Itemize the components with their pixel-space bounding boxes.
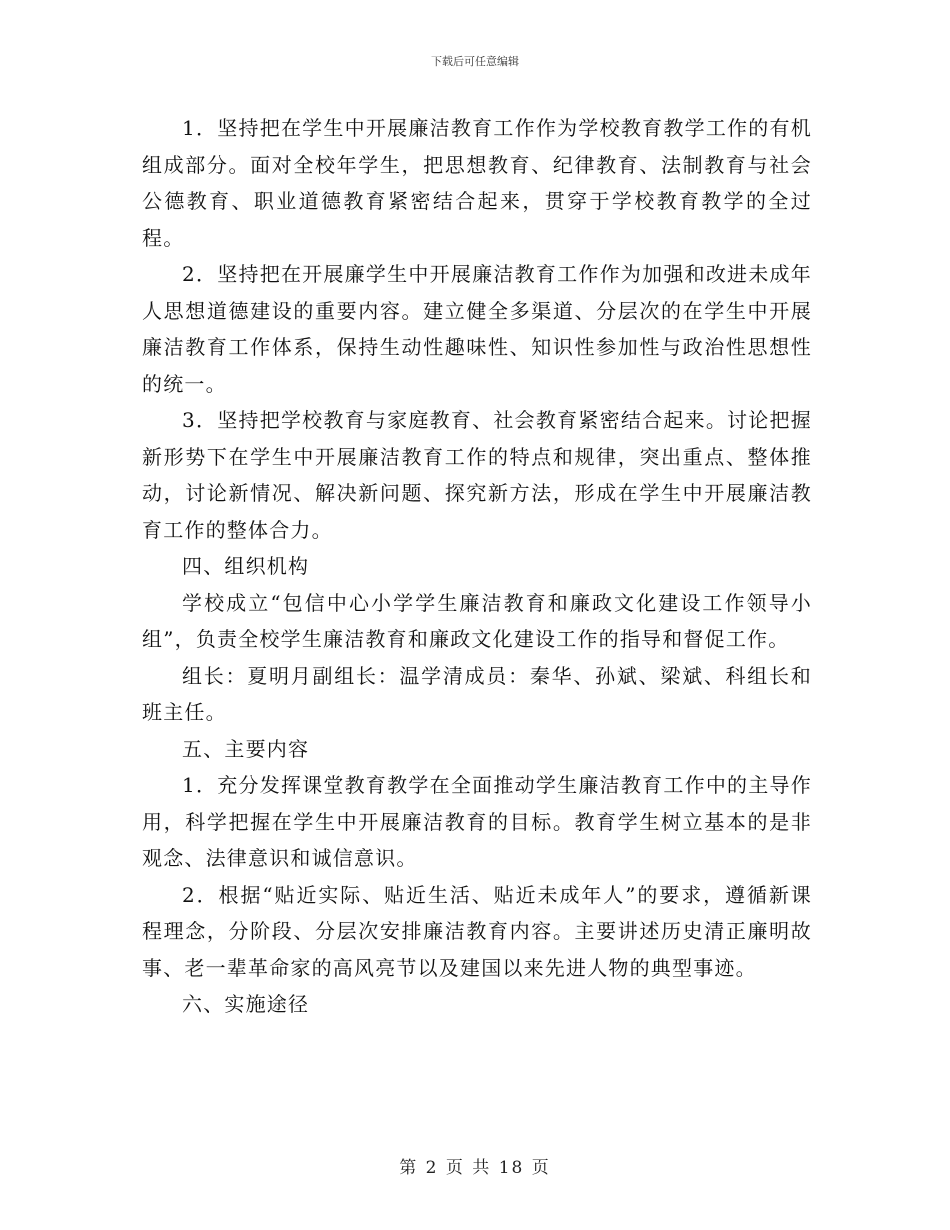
paragraph-content-1: 1．充分发挥课堂教育教学在全面推动学生廉洁教育工作中的主导作用，科学把握在学生中开展廉洁教育的目标。教育学生树立基本的是非观念、法律意识和诚信意识。 xyxy=(142,773,812,870)
page-number: 第 2 页 共 18 页 xyxy=(399,1158,551,1178)
paragraph-principle-2: 2．坚持把在开展廉学生中开展廉洁教育工作作为加强和改进未成年人思想道德建设的重要内容。建立健全多渠道、分层次的在学生中开展廉洁教育工作体系，保持生动性趣味性、知识性参加性与政治性思想性的统一。 xyxy=(142,262,812,396)
paragraph-members: 组长：夏明月副组长：温学清成员：秦华、孙斌、梁斌、科组长和班主任。 xyxy=(142,663,812,724)
section-heading-implementation: 六、实施途径 xyxy=(182,992,310,1016)
section-heading-organization: 四、组织机构 xyxy=(182,554,310,578)
paragraph-principle-3: 3．坚持把学校教育与家庭教育、社会教育紧密结合起来。讨论把握新形势下在学生中开展廉洁教育工作的特点和规律，突出重点、整体推动，讨论新情况、解决新问题、探究新方法，形成在学生中开展廉洁教育工作的整体合力。 xyxy=(142,408,812,542)
header-note: 下载后可任意编辑 xyxy=(431,55,519,68)
paragraph-principle-1: 1．坚持把在学生中开展廉洁教育工作作为学校教育教学工作的有机组成部分。面对全校年学生，把思想教育、纪律教育、法制教育与社会公德教育、职业道德教育紧密结合起来，贯穿于学校教育教学的全过程。 xyxy=(142,116,812,250)
section-heading-content: 五、主要内容 xyxy=(182,736,310,761)
document-body xyxy=(142,110,812,1023)
paragraph-content-2: 2．根据“贴近实际、贴近生活、贴近未成年人”的要求，遵循新课程理念，分阶段、分层次安排廉洁教育内容。主要讲述历史清正廉明故事、老一辈革命家的高风亮节以及建国以来先进人物的典型事迹。 xyxy=(142,882,812,980)
paragraph-organization: 学校成立“包信中心小学学生廉洁教育和廉政文化建设工作领导小组”，负责全校学生廉洁教育和廉政文化建设工作的指导和督促工作。 xyxy=(142,590,812,651)
